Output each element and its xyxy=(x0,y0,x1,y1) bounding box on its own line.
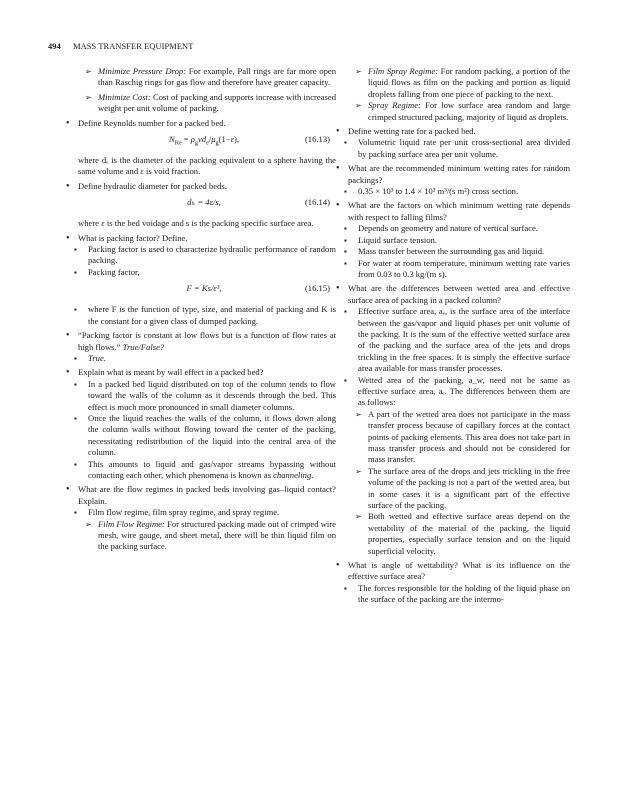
answer-item: ▪ Wetted area of the packing, a_w, need not be same as effective surface area, aₑ. The differences between them are as follows: xyxy=(334,375,570,409)
question: • Explain what is meant by wall effect in a packed bed? xyxy=(64,367,336,378)
question: • Define wetting rate for a packed bed. xyxy=(334,126,570,137)
left-column xyxy=(64,66,336,553)
list-item: ➢ Minimize Cost: Cost of packing and supports increase with increased weight per unit volume of packing. xyxy=(64,92,336,115)
answer-item: ▪ Liquid surface tension. xyxy=(334,235,570,246)
answer-item: ▪ 0.35 × 10³ to 1.4 × 10³ m³/(s m²) cross section. xyxy=(334,186,570,197)
answer-item: ▪ This amounts to liquid and gas/vapor streams bypassing without contacting each other, which phenomena is known as channeling. xyxy=(64,459,336,482)
question: • What is angle of wettability? What is its influence on the effective surface area? xyxy=(334,560,570,583)
answer-item: ▪ Volumetric liquid rate per unit cross-sectional area divided by packing surface area per unit volume. xyxy=(334,137,570,160)
answer-item: ▪ In a packed bed liquid distributed on top of the column tends to flow toward the walls of the column as it descends through the bed. This effect is much more pronounced in small diameter columns. xyxy=(64,379,336,413)
right-column xyxy=(334,66,570,606)
answer-item: ▪ Effective surface area, aₑ, is the surface area of the interface between the gas/vapor and liquid phases per unit volume of the packing. It is the sum of the effective wetted surface area of the packing and the surface area of the jets and drops trickling in the free spaces. It is simply the effective surface area available for mass transfer processes. xyxy=(334,306,570,374)
paragraph: where ε is the bed voidage and s is the packing specific surface area. xyxy=(78,218,314,229)
list-item: ➢ The surface area of the drops and jets trickling in the free volume of the packing is not a part of the wetted area, but in some cases it is a significant part of the effective surface of the packing. xyxy=(334,466,570,512)
list-item: ➢ Film Flow Regime: For structured packing made out of crimped wire mesh, wire gauge, and sheet metal, there will be thin liquid film on the packing surface. xyxy=(64,519,336,553)
paragraph: where dₑ is the diameter of the packing equivalent to a sphere having the same volume and ε is void fraction. xyxy=(78,155,336,177)
answer-item: ▪ For water at room temperature, minimum wetting rate varies from 0.03 to 0.3 kg/(m s). xyxy=(334,258,570,281)
page-number: 494 xyxy=(48,42,61,51)
answer-item: ▪ Packing factor is used to characterize hydraulic performance of random packing. xyxy=(64,244,336,267)
answer-item: ▪ Mass transfer between the surrounding gas and liquid. xyxy=(334,246,570,257)
answer-item: ▪ Packing factor, xyxy=(64,267,336,278)
list-item: ➢ Film Spray Regime: For random packing, a portion of the liquid flows as film on the packing and portion as liquid droplets falling from one piece of packing to the next. xyxy=(334,66,570,100)
list-item: ➢ Minimize Pressure Drop: For example, Pall rings are far more open than Raschig rings for gas flow and therefore have greater capacity. xyxy=(64,66,336,89)
question: • What are the recommended minimum wetting rates for random packings? xyxy=(334,163,570,186)
question: • What are the flow regimes in packed beds involving gas–liquid contact? Explain. xyxy=(64,484,336,507)
question: • Define Reynolds number for a packed bed. xyxy=(64,118,336,129)
page-header xyxy=(48,41,193,52)
question: • What are the factors on which minimum wetting rate depends with respect to falling films? xyxy=(334,200,570,223)
paragraph: ▪ where F is the function of type, size, and material of packing and K is the constant for a given class of dumped packing. xyxy=(64,304,336,327)
question: • What is packing factor? Define. xyxy=(64,233,336,244)
answer-item: ▪ Depends on geometry and nature of vertical surface. xyxy=(334,223,570,234)
list-item: ➢ Both wetted and effective surface areas depend on the wettability of the material of the packing, the liquid properties, especially surface tension and on the liquid superficial velocity. xyxy=(334,511,570,557)
answer-item: ▪ The forces responsible for the holding of the liquid phase on the surface of the packing are the intermo- xyxy=(334,583,570,606)
answer-item: ▪ True. xyxy=(64,353,336,364)
question: • Define hydraulic diameter for packed beds. xyxy=(64,181,336,192)
question: • What are the differences between wetted area and effective surface area of packing in a packed column? xyxy=(334,283,570,306)
answer-item: ▪ Film flow regime, film spray regime, and spray regime. xyxy=(64,507,336,518)
answer-item: ▪ Once the liquid reaches the walls of the column, it flows down along the column walls without flowing toward the center of the packing, necessitating redistribution of the liquid into the central area of the column. xyxy=(64,413,336,459)
equation-16-15: F = Ks/ε³, (16.15) xyxy=(186,283,330,294)
list-item: ➢ Spray Regime: For low surface area random and large crimped structured packing, majority of liquid as droplets. xyxy=(334,100,570,123)
equation-16-14: dₕ = 4ε/s, (16.14) xyxy=(187,197,330,208)
list-item: ➢ A part of the wetted area does not participate in the mass transfer process because of capillary forces at the contact points of packing elements. This area does not take part in mass transfer process and should not be considered for mass transfer. xyxy=(334,409,570,466)
question: • “Packing factor is constant at low flows but is a function of flow rates at high flows.” True/False? xyxy=(64,330,336,353)
equation-16-13: $N_{Re} = \rho_gvd_e/\mu_g(1-\varepsilon)$, (16.13) xyxy=(168,134,330,147)
running-title: MASS TRANSFER EQUIPMENT xyxy=(73,42,194,51)
